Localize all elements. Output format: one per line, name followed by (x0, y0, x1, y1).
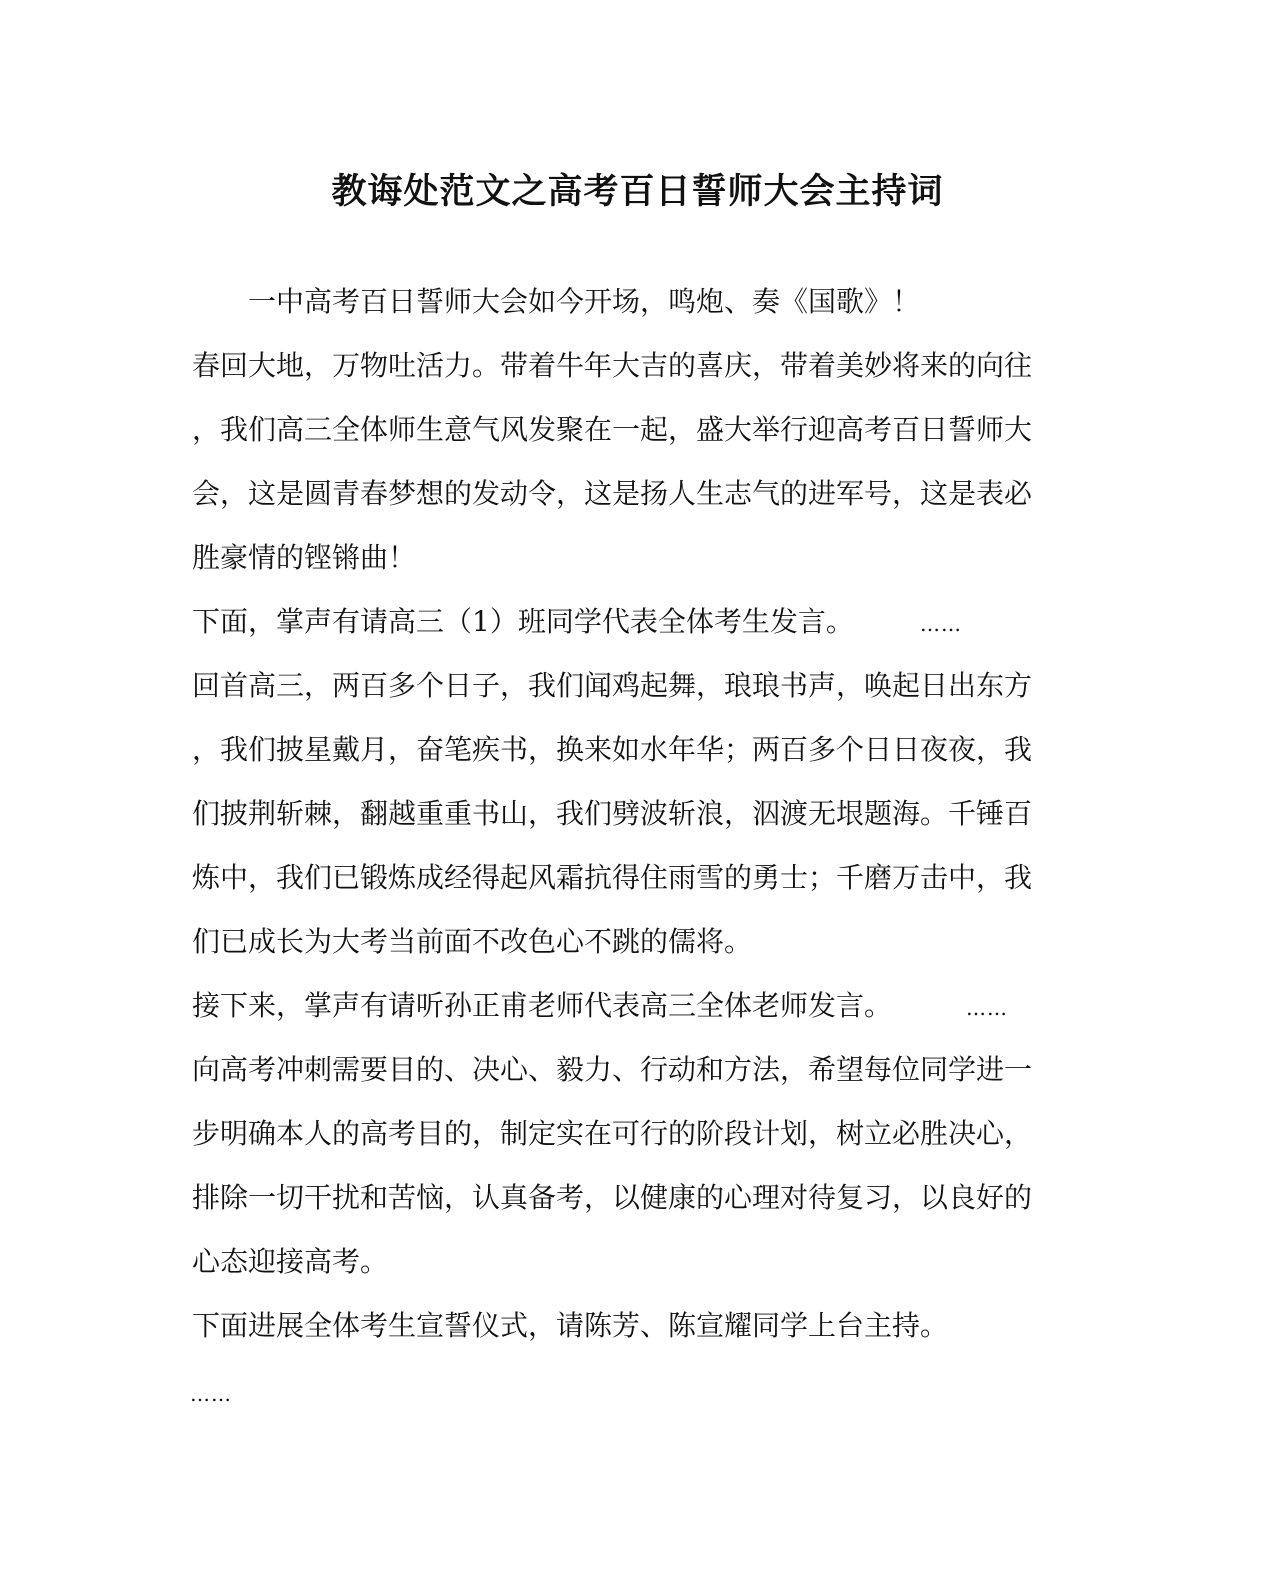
paragraph-line: 炼中，我们已锻炼成经得起风霜抗得住雨雪的勇士；千磨万击中，我 (192, 861, 1033, 894)
ellipsis-mark: …… (920, 612, 962, 636)
paragraph-line: 们已成长为大考当前面不改色心不跳的儒将。 (192, 925, 753, 958)
paragraph-line: 心态迎接高考。 (192, 1245, 389, 1278)
paragraph-line: ，我们披星戴月，奋笔疾书，换来如水年华；两百多个日日夜夜，我 (192, 733, 1033, 766)
ellipsis-mark: …… (966, 996, 1008, 1020)
paragraph-line: 会，这是圆青春梦想的发动令，这是扬人生志气的进军号，这是表必 (192, 477, 1033, 510)
paragraph-line: 下面，掌声有请高三（1）班同学代表全体考生发言。 (192, 605, 854, 638)
paragraph-line: 胜豪情的铿锵曲！ (192, 541, 417, 574)
paragraph-line: 春回大地，万物吐活力。带着牛年大吉的喜庆，带着美妙将来的向往 (192, 349, 1033, 382)
paragraph-line: 向高考冲刺需要目的、决心、毅力、行动和方法，希望每位同学进一 (192, 1053, 1033, 1086)
paragraph-line: 步明确本人的高考目的，制定实在可行的阶段计划，树立必胜决心， (192, 1117, 1033, 1150)
paragraph-line: 回首高三，两百多个日子，我们闻鸡起舞，琅琅书声，唤起日出东方 (192, 669, 1033, 702)
paragraph-line: 们披荆斩棘，翻越重重书山，我们劈波斩浪，泅渡无垠题海。千锤百 (192, 797, 1033, 830)
paragraph-line: 一中高考百日誓师大会如今开场，鸣炮、奏《国歌》！ (248, 285, 921, 318)
ellipsis-mark: …… (190, 1382, 232, 1406)
paragraph-line: 接下来，掌声有请听孙正甫老师代表高三全体老师发言。 (192, 989, 893, 1022)
document-title: 教诲处范文之高考百日誓师大会主持词 (331, 171, 944, 212)
paragraph-line: 排除一切干扰和苦恼，认真备考，以健康的心理对待复习，以良好的 (192, 1181, 1033, 1214)
paragraph-line: 下面进展全体考生宣誓仪式，请陈芳、陈宣耀同学上台主持。 (192, 1309, 949, 1342)
paragraph-line: ，我们高三全体师生意气风发聚在一起，盛大举行迎高考百日誓师大 (192, 413, 1033, 446)
